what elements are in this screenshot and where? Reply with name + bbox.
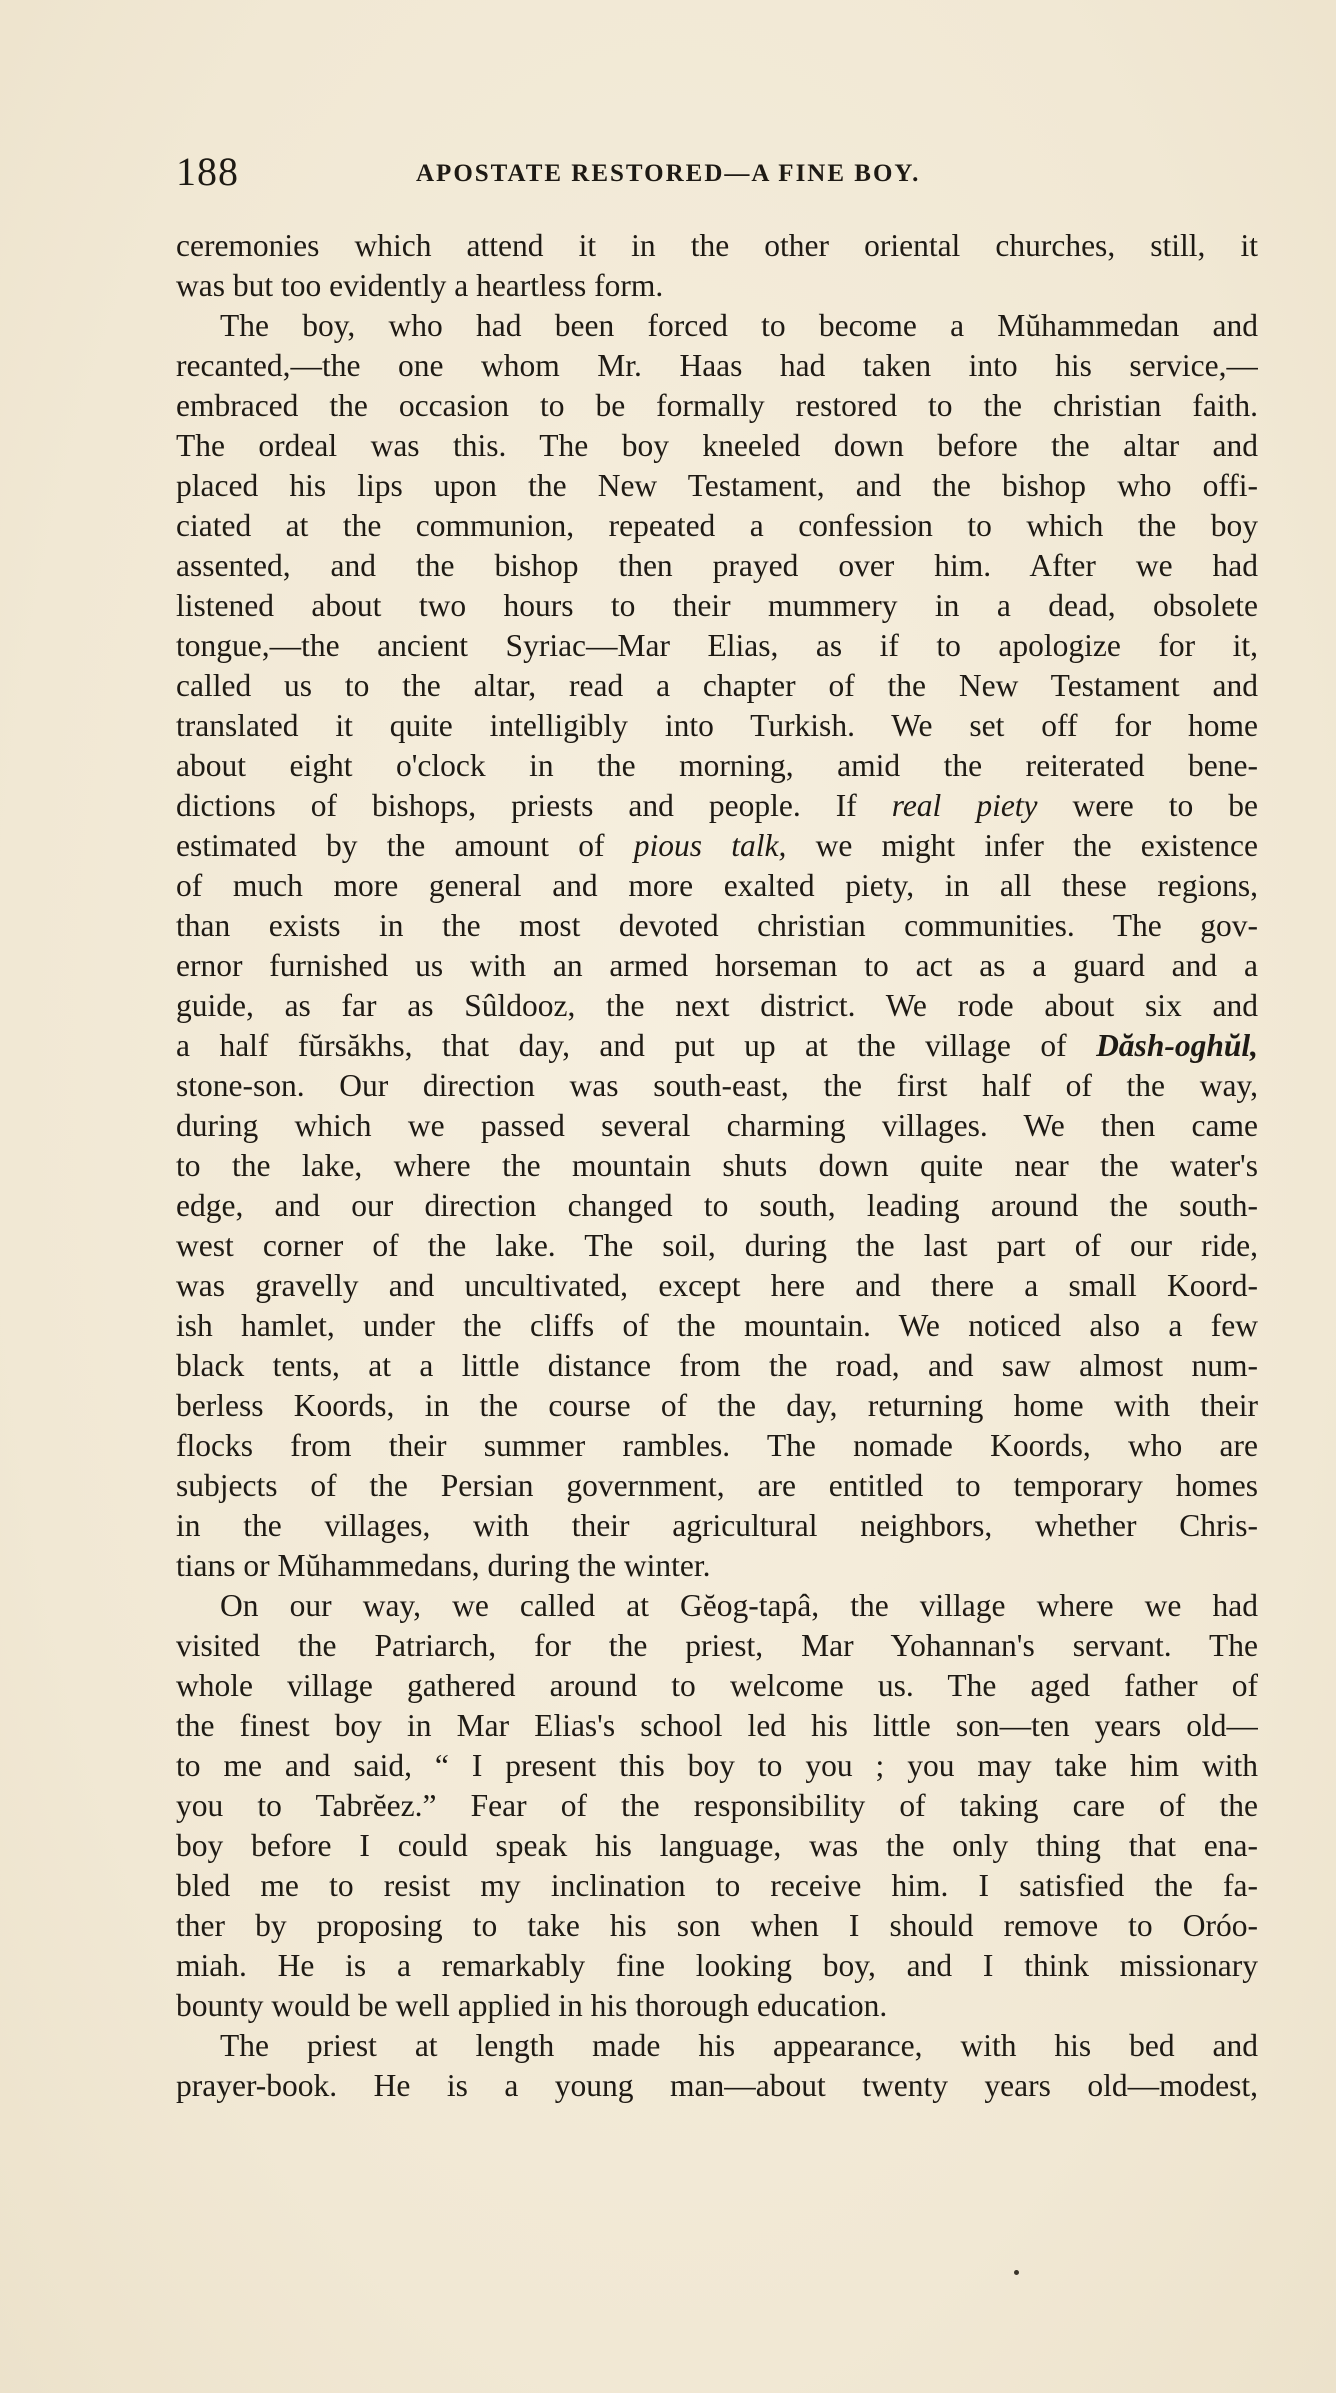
text-line — [176, 986, 1258, 1026]
text-line — [176, 666, 1258, 706]
text-span: during which we passed several charming villages. We then came — [176, 1108, 1258, 1143]
text-line — [176, 586, 1258, 626]
text-span: you to Tabrĕez.” Fear of the responsibility of taking care of the — [176, 1788, 1258, 1823]
text-span: ceremonies which attend it in the other oriental churches, still, it — [176, 228, 1258, 263]
text-span: embraced the occasion to be formally restored to the christian faith. — [176, 388, 1258, 423]
text-line — [176, 1146, 1258, 1186]
text-line — [176, 1746, 1258, 1786]
text-span: to the lake, where the mountain shuts down quite near the water's — [176, 1148, 1258, 1183]
text-span: bled me to resist my inclination to receive him. I satisfied the fa- — [176, 1868, 1258, 1903]
text-span: flocks from their summer rambles. The nomade Koords, who are — [176, 1428, 1258, 1463]
text-span: in the villages, with their agricultural neighbors, whether Chris- — [176, 1508, 1258, 1543]
text-line — [176, 626, 1258, 666]
text-line — [176, 2026, 1258, 2066]
text-line — [176, 946, 1258, 986]
italic-span: real piety — [891, 788, 1038, 823]
text-line — [176, 786, 1258, 826]
text-line — [176, 1586, 1258, 1626]
text-line — [176, 346, 1258, 386]
text-line — [176, 866, 1258, 906]
text-span: recanted,—the one whom Mr. Haas had taken into his service,— — [176, 348, 1258, 383]
text-span: to me and said, “ I present this boy to you ; you may take him with — [176, 1748, 1258, 1783]
text-span: was but too evidently a heartless form. — [176, 268, 664, 303]
text-span: ciated at the communion, repeated a confession to which the boy — [176, 508, 1258, 543]
text-line — [176, 1546, 1258, 1586]
text-span: On our way, we called at Gĕog-tapâ, the village where we had — [220, 1588, 1258, 1623]
text-span: placed his lips upon the New Testament, and the bishop who offi- — [176, 468, 1258, 503]
text-span: assented, and the bishop then prayed over him. After we had — [176, 548, 1258, 583]
text-span: called us to the altar, read a chapter of the New Testament and — [176, 668, 1258, 703]
text-span: ernor furnished us with an armed horseman to act as a guard and a — [176, 948, 1258, 983]
page-number: 188 — [176, 149, 239, 194]
text-line — [176, 1466, 1258, 1506]
text-span: west corner of the lake. The soil, during the last part of our ride, — [176, 1228, 1258, 1263]
text-span: The priest at length made his appearance, with his bed and — [220, 2028, 1258, 2063]
text-span: translated it quite intelligibly into Turkish. We set off for home — [176, 708, 1258, 743]
text-span: black tents, at a little distance from the road, and saw almost num- — [176, 1348, 1258, 1383]
text-line — [176, 226, 1258, 266]
text-line — [176, 1306, 1258, 1346]
text-line — [176, 1666, 1258, 1706]
text-span: was gravelly and uncultivated, except here and there a small Koord- — [176, 1268, 1258, 1303]
page-header — [176, 148, 1256, 198]
text-line — [176, 826, 1258, 866]
text-span: subjects of the Persian government, are entitled to temporary homes — [176, 1468, 1258, 1503]
text-span: we might infer the existence — [786, 828, 1258, 863]
text-line — [176, 1186, 1258, 1226]
text-line — [176, 1906, 1258, 1946]
text-span: visited the Patriarch, for the priest, Mar Yohannan's servant. The — [176, 1628, 1258, 1663]
text-span: guide, as far as Sûldooz, the next district. We rode about six and — [176, 988, 1258, 1023]
text-span: a half fŭrsăkhs, that day, and put up at the village of — [176, 1028, 1097, 1063]
text-span: edge, and our direction changed to south, leading around the south- — [176, 1188, 1258, 1223]
text-line — [176, 1426, 1258, 1466]
text-line — [176, 2066, 1258, 2106]
italic-bold-span: Dăsh-oghŭl, — [1096, 1028, 1258, 1063]
text-span: were to be — [1037, 788, 1258, 823]
text-line — [176, 1266, 1258, 1306]
text-line — [176, 1826, 1258, 1866]
text-span: bounty would be well applied in his thorough education. — [176, 1988, 888, 2023]
text-span: berless Koords, in the course of the day, returning home with their — [176, 1388, 1258, 1423]
text-line — [176, 306, 1258, 346]
text-span: dictions of bishops, priests and people. If — [176, 788, 892, 823]
text-line — [176, 546, 1258, 586]
text-line — [176, 466, 1258, 506]
text-span: about eight o'clock in the morning, amid the reiterated bene- — [176, 748, 1258, 783]
text-span: than exists in the most devoted christian communities. The gov- — [176, 908, 1258, 943]
text-line — [176, 1066, 1258, 1106]
text-span: the finest boy in Mar Elias's school led his little son—ten years old— — [176, 1708, 1258, 1743]
text-line — [176, 1786, 1258, 1826]
text-line — [176, 386, 1258, 426]
text-line — [176, 1946, 1258, 1986]
text-line — [176, 1386, 1258, 1426]
text-span: ther by proposing to take his son when I should remove to Oróo- — [176, 1908, 1258, 1943]
text-line — [176, 746, 1258, 786]
text-line — [176, 706, 1258, 746]
ink-speck — [1014, 2270, 1019, 2275]
text-line — [176, 1226, 1258, 1266]
text-line — [176, 1026, 1258, 1066]
text-line — [176, 426, 1258, 466]
text-span: tians or Mŭhammedans, during the winter. — [176, 1548, 711, 1583]
text-line — [176, 266, 1258, 306]
body-text — [176, 226, 1258, 2106]
text-span: The ordeal was this. The boy kneeled down before the altar and — [176, 428, 1258, 463]
text-line — [176, 1106, 1258, 1146]
text-span: boy before I could speak his language, was the only thing that ena- — [176, 1828, 1258, 1863]
text-span: tongue,—the ancient Syriac—Mar Elias, as if to apologize for it, — [176, 628, 1258, 663]
text-line — [176, 1706, 1258, 1746]
text-span: listened about two hours to their mummery in a dead, obsolete — [176, 588, 1258, 623]
text-line — [176, 906, 1258, 946]
text-span: miah. He is a remarkably fine looking boy, and I think missionary — [176, 1948, 1258, 1983]
text-line — [176, 1346, 1258, 1386]
running-head: APOSTATE RESTORED—A FINE BOY. — [416, 160, 921, 187]
text-span: stone-son. Our direction was south-east, the first half of the way, — [176, 1068, 1258, 1103]
text-span: ish hamlet, under the cliffs of the mountain. We noticed also a few — [176, 1308, 1258, 1343]
text-line — [176, 1626, 1258, 1666]
text-span: whole village gathered around to welcome us. The aged father of — [176, 1668, 1258, 1703]
text-line — [176, 1866, 1258, 1906]
text-line — [176, 1986, 1258, 2026]
text-span: prayer-book. He is a young man—about twenty years old—modest, — [176, 2068, 1258, 2103]
text-line — [176, 1506, 1258, 1546]
text-span: estimated by the amount of — [176, 828, 634, 863]
text-line — [176, 506, 1258, 546]
text-span: of much more general and more exalted piety, in all these regions, — [176, 868, 1258, 903]
italic-span: pious talk, — [633, 828, 787, 863]
text-span: The boy, who had been forced to become a Mŭhammedan and — [220, 308, 1258, 343]
